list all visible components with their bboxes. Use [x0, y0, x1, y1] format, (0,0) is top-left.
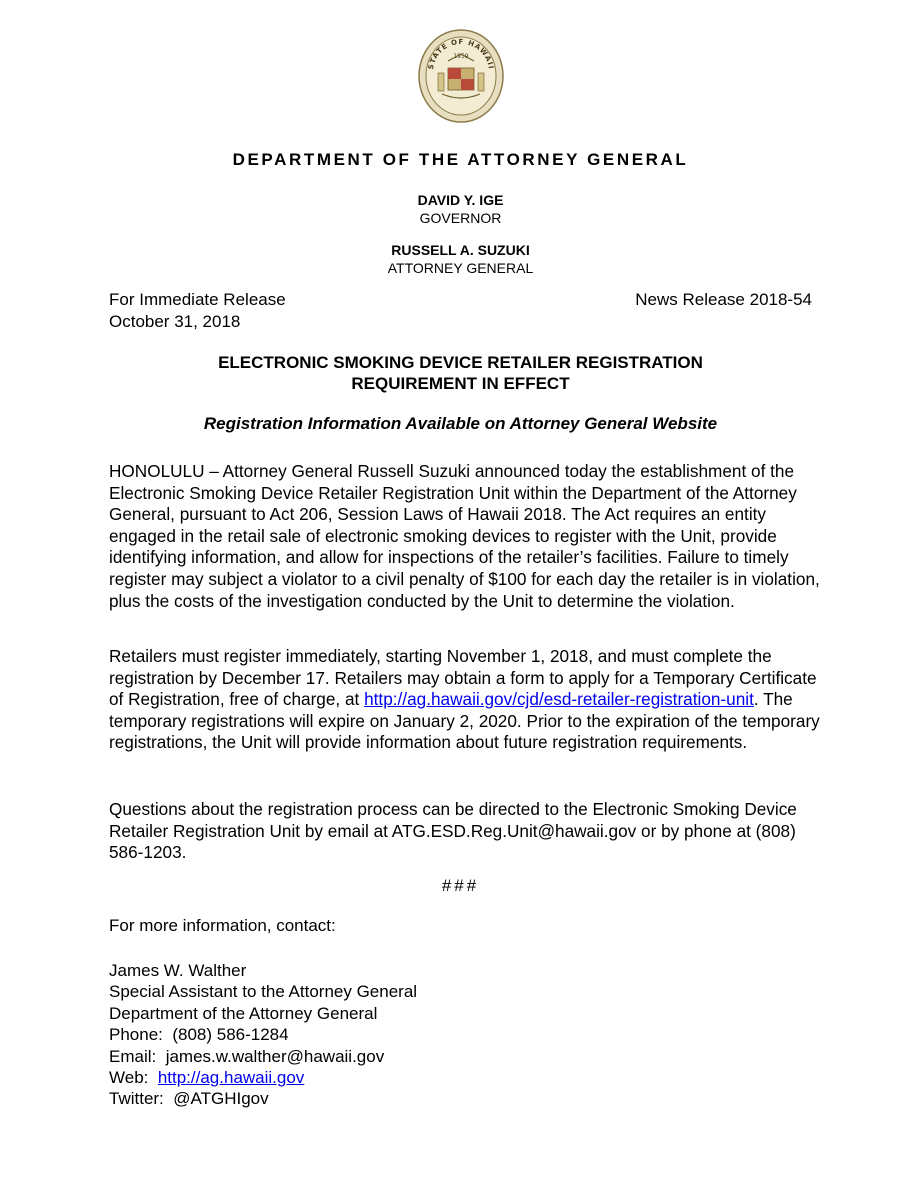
contact-label: For more information, contact: — [109, 916, 336, 935]
contact-email-row — [109, 1046, 417, 1067]
attorney-general-title: ATTORNEY GENERAL — [387, 260, 534, 276]
subheadline: Registration Information Available on Attorney General Website — [203, 414, 718, 433]
governor-name: DAVID Y. IGE — [417, 192, 504, 208]
contact-title: Special Assistant to the Attorney General — [109, 982, 418, 1002]
twitter-handle: @ATGHIgov — [173, 1089, 269, 1109]
contact-web-row — [109, 1067, 417, 1088]
phone-value: (808) 586-1284 — [172, 1025, 289, 1045]
svg-text:STATE OF HAWAII: STATE OF HAWAII — [427, 37, 495, 71]
seal-icon — [418, 28, 504, 124]
department-heading: DEPARTMENT OF THE ATTORNEY GENERAL — [232, 150, 689, 169]
twitter-label: Twitter: — [109, 1089, 164, 1109]
contact-block — [109, 960, 417, 1110]
attorney-general-name: RUSSELL A. SUZUKI — [391, 242, 530, 258]
paragraph-registration-text-end: . The temporary registrations will expire on January 2, 2020. Prior to the expiration of the temporary registrations, the Unit will provide information about future registration requirements. — [109, 689, 820, 753]
paragraph-announcement: HONOLULU – Attorney General Russell Suzuki announced today the establishment of the Electronic Smoking Device Retailer Registration Unit within the Department of the Attorney General, pursuant to Act 206, Session Laws of Hawaii 2018. The Act requires an entity engaged in the retail sale of electronic smoking devices to register with the Unit, provide identifying information, and allow for inspections of the retailer’s facilities. Failure to timely register may subject a violator to a civil penalty of $100 for each day the retailer is in violation, plus the costs of the investigation conducted by the Unit to determine the violation. — [109, 461, 820, 611]
contact-phone-row — [109, 1024, 417, 1045]
headline-line-2: REQUIREMENT IN EFFECT — [351, 374, 570, 393]
release-meta — [109, 289, 286, 333]
phone-label: Phone: — [109, 1025, 163, 1045]
email-label: Email: — [109, 1046, 157, 1066]
end-separator: ### — [441, 876, 480, 895]
paragraph-registration-text-start: Retailers must register immediately, starting November 1, 2018, and must complete the registration by December 17. Retailers may obtain a form to apply for a Temporary Certificate of Registration, free of charge, at — [109, 646, 817, 710]
release-date: October 31, 2018 — [109, 312, 241, 331]
svg-text:1959: 1959 — [453, 53, 469, 60]
registration-unit-link[interactable]: http://ag.hawaii.gov/cjd/esd-retailer-registration-unit — [364, 689, 754, 710]
headline-line-1: ELECTRONIC SMOKING DEVICE RETAILER REGISTRATION — [218, 353, 703, 372]
governor-title: GOVERNOR — [419, 210, 502, 226]
paragraph-questions: Questions about the registration process can be directed to the Electronic Smoking Device Retailer Registration Unit by email at ATG.ESD.Reg.Unit@hawaii.gov or by phone at (808) 586-1203. — [109, 799, 797, 863]
contact-name: James W. Walther — [109, 961, 247, 980]
contact-twitter-row — [109, 1088, 417, 1109]
state-seal-logo — [418, 28, 504, 124]
contact-department: Department of the Attorney General — [109, 1003, 378, 1023]
web-label: Web: — [109, 1068, 149, 1088]
attorney-general-block — [0, 241, 921, 277]
web-link[interactable]: http://ag.hawaii.gov — [157, 1068, 305, 1088]
email-value: james.w.walther@hawaii.gov — [165, 1046, 385, 1066]
release-type: For Immediate Release — [109, 290, 286, 309]
governor-block — [0, 191, 921, 227]
headline — [0, 352, 921, 394]
paragraph-registration — [109, 646, 829, 754]
release-number: News Release 2018-54 — [635, 290, 812, 309]
